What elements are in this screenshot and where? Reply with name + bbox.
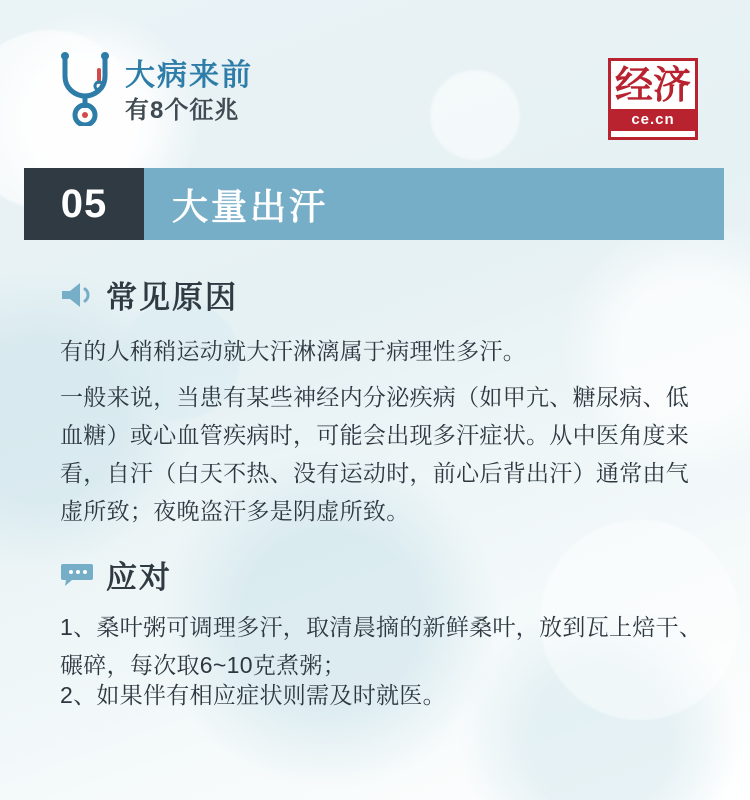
speaker-icon bbox=[60, 281, 94, 309]
brand-title: 大病来前 bbox=[125, 59, 253, 92]
logo-mark: 经济 bbox=[614, 65, 691, 107]
stethoscope-icon bbox=[55, 52, 121, 126]
header bbox=[0, 0, 750, 155]
publisher-logo bbox=[608, 58, 698, 140]
comment-icon bbox=[60, 562, 94, 588]
response-item-1: 1、桑叶粥可调理多汗，取清晨摘的新鲜桑叶，放到瓦上焙干、碾碎，每次取6~10克煮粥； bbox=[60, 614, 703, 678]
causes-paragraph-1: 有的人稍稍运动就大汗淋漓属于病理性多汗。 bbox=[60, 338, 526, 364]
section-number: 05 bbox=[24, 168, 144, 240]
logo-domain: ce.cn bbox=[611, 109, 695, 131]
response-item-2: 2、如果伴有相应症状则需及时就医。 bbox=[60, 682, 446, 708]
section-heading-response bbox=[60, 552, 172, 597]
brand-subtitle: 有8个征兆 bbox=[125, 97, 240, 124]
section-title: 大量出汗 bbox=[144, 168, 724, 240]
section-heading-causes bbox=[60, 272, 238, 317]
section-label: 应对 bbox=[106, 560, 172, 595]
causes-paragraph-2: 一般来说，当患有某些神经内分泌疾病（如甲亢、糖尿病、低血糖）或心血管疾病时，可能会出现多汗症状。从中医角度来看，自汗（白天不热、没有运动时，前心后背出汗）通常由气虚所致；夜晚盗汗多是阴虚所致。 bbox=[60, 384, 690, 524]
section-label: 常见原因 bbox=[106, 280, 238, 315]
title-bar bbox=[24, 168, 724, 240]
